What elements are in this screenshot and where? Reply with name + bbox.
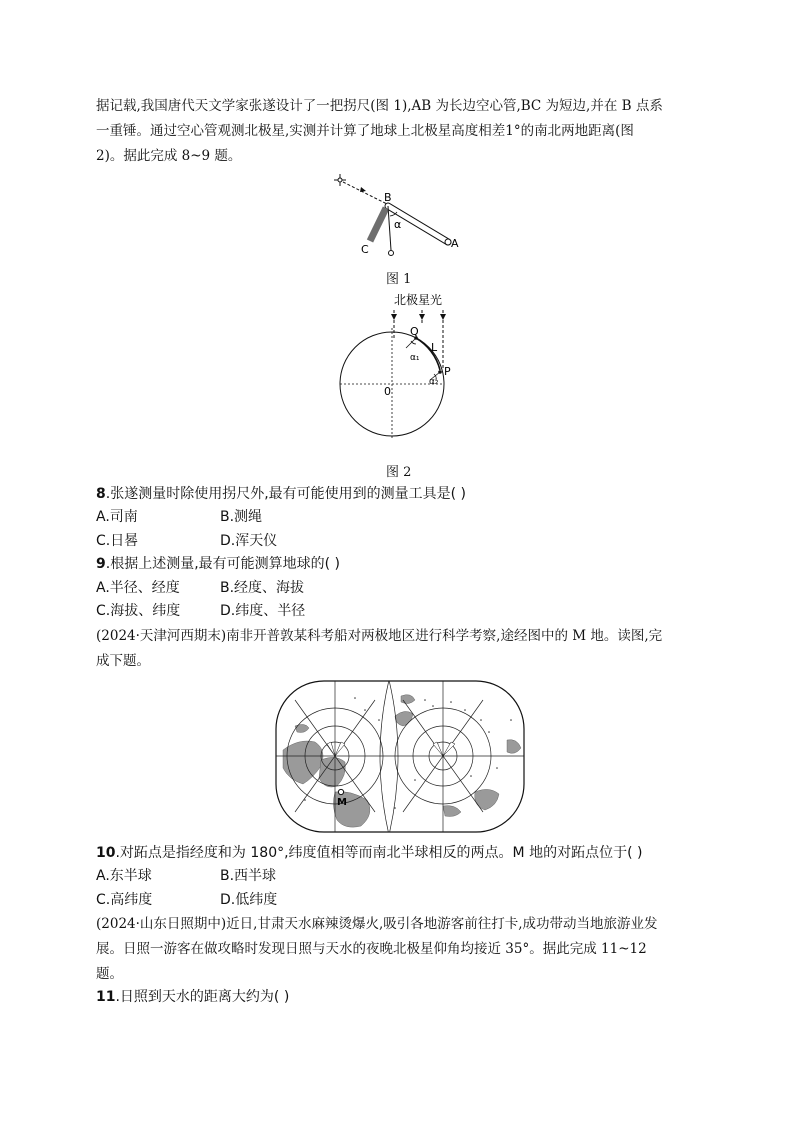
plumb-line [388, 206, 391, 250]
q9-option-c[interactable]: C.海拔、纬度 [96, 603, 181, 619]
passage-3-line-3: 题。 [96, 966, 123, 982]
label-m: M [337, 797, 347, 808]
plumb-bob [389, 251, 394, 256]
q8-option-b[interactable]: B.测绳 [220, 509, 263, 525]
light-ray [343, 182, 387, 204]
intro-line-1: 据记载,我国唐代天文学家张遂设计了一把拐尺(图 1),AB 为长边空心管,BC 为短边,并在 B 点系 [96, 98, 663, 114]
q10-option-b[interactable]: B.西半球 [220, 868, 277, 884]
passage-2-line-2: 成下题。 [96, 653, 150, 669]
intro-line-2: 一重锤。通过空心管观测北极星,实测并计算了地球上北极星高度相差1°的南北两地距离(图 [96, 123, 634, 139]
label-a: A [451, 237, 459, 250]
q10-option-c[interactable]: C.高纬度 [96, 892, 153, 908]
q9-option-b[interactable]: B.经度、海拔 [220, 580, 305, 596]
label-p: P [444, 365, 451, 378]
label-c: C [361, 243, 369, 256]
ruler-bc [370, 208, 386, 241]
question-10: 10.对跖点是指经度和为 180°,纬度值相等而南北半球相反的两点。M 地的对跖点位于( ) [96, 845, 643, 861]
q9-option-a[interactable]: A.半径、经度 [96, 580, 180, 596]
question-8: 8.张遂测量时除使用拐尺外,最有可能使用到的测量工具是( ) [96, 486, 467, 502]
figure-2-caption: 图 2 [386, 465, 412, 480]
q8-option-c[interactable]: C.日晷 [96, 533, 139, 549]
q8-option-d[interactable]: D.浑天仪 [220, 533, 278, 549]
point-m-marker [338, 789, 343, 794]
label-l: L [431, 341, 438, 354]
q8-option-a[interactable]: A.司南 [96, 509, 138, 525]
label-b: B [384, 191, 392, 204]
passage-3-line-1: (2024·山东日照期中)近日,甘肃天水麻辣烫爆火,吸引各地游客前往打卡,成功带动当地旅游业发 [96, 916, 658, 932]
intro-line-3: 2)。据此完成 8~9 题。 [96, 148, 242, 164]
question-9: 9.根据上述测量,最有可能测算地球的( ) [96, 556, 341, 572]
world-map [275, 680, 525, 835]
label-o: 0 [384, 385, 391, 398]
arrow-head [360, 187, 366, 192]
label-alpha2: α₂ [429, 377, 439, 387]
q9-option-d[interactable]: D.纬度、半径 [220, 603, 306, 619]
figure-1-caption: 图 1 [386, 272, 412, 287]
label-north-star-light: 北极星光 [394, 293, 443, 307]
q10-option-d[interactable]: D.低纬度 [220, 892, 278, 908]
label-alpha: α [394, 218, 402, 231]
star-icon [334, 174, 346, 186]
question-11: 11.日照到天水的距离大约为( ) [96, 989, 290, 1005]
label-alpha1: α₁ [410, 353, 420, 363]
passage-3-line-2: 展。日照一游客在做攻略时发现日照与天水的夜晚北极星仰角均接近 35°。据此完成 11~12 [96, 941, 647, 957]
passage-2-line-1: (2024·天津河西期末)南非开普敦某科考船对两极地区进行科学考察,途经图中的 M 地。读图,完 [96, 628, 663, 644]
figure-1-diagram [330, 168, 470, 260]
label-q: Q [410, 325, 419, 338]
q10-option-a[interactable]: A.东半球 [96, 868, 152, 884]
figure-2-diagram [330, 288, 470, 460]
